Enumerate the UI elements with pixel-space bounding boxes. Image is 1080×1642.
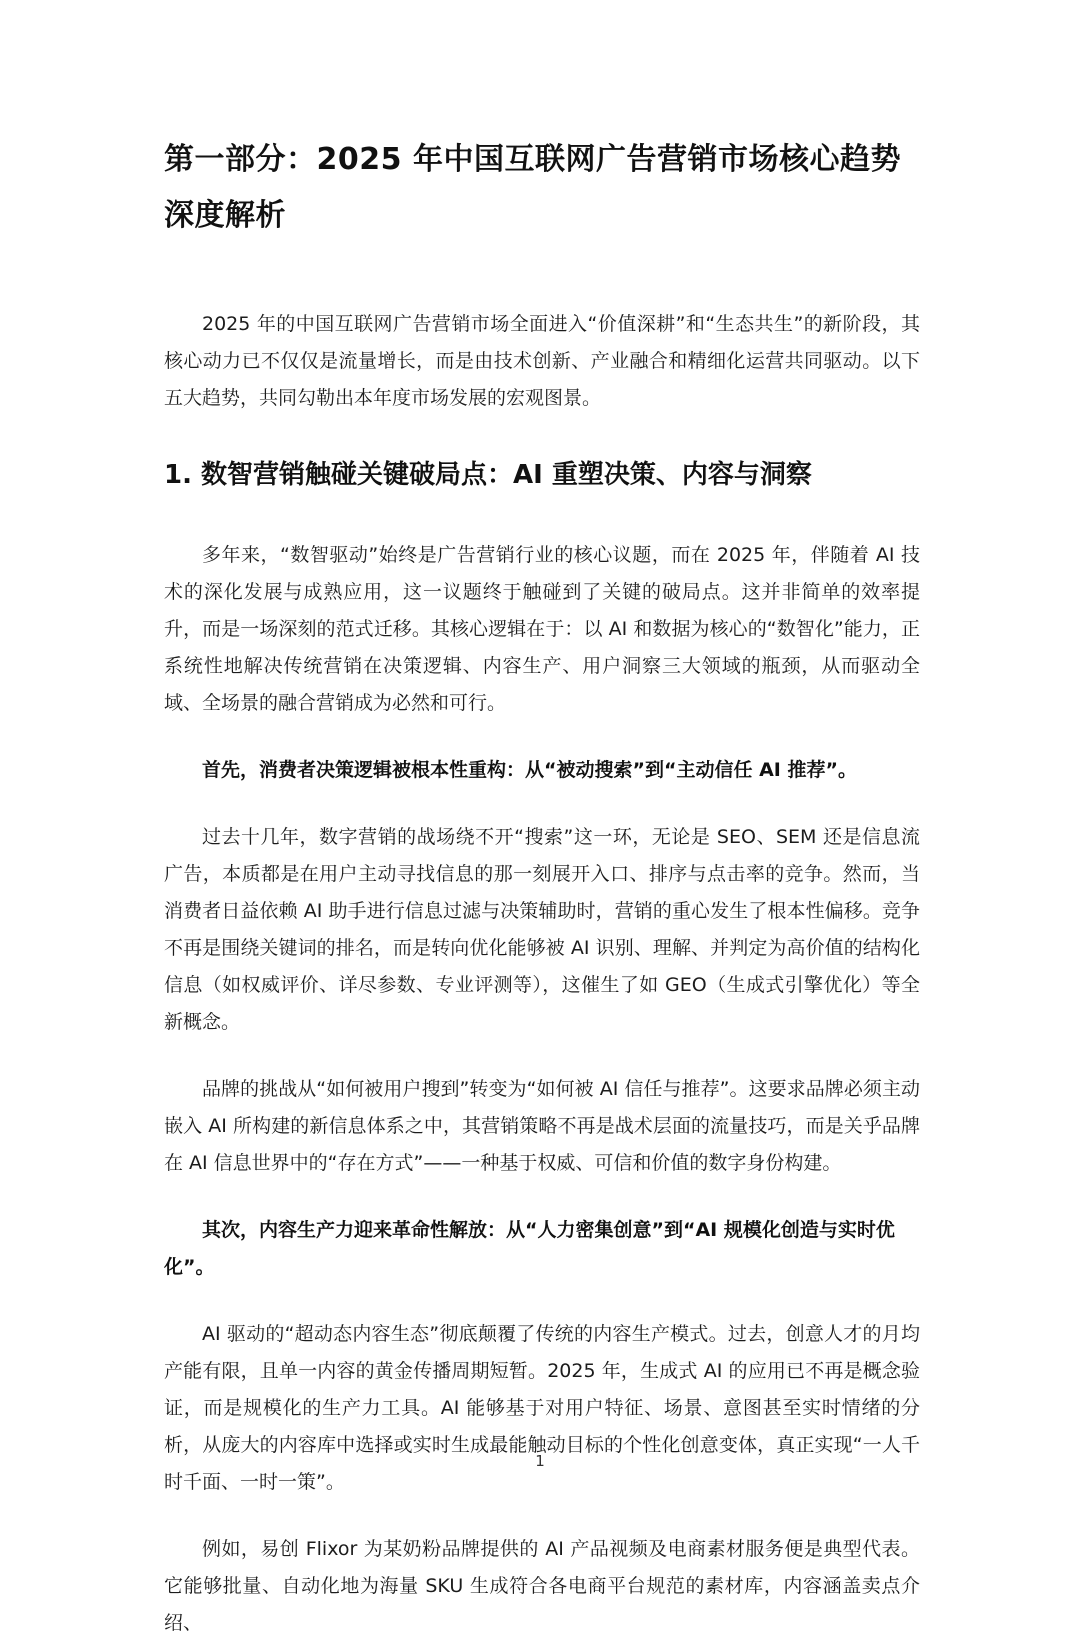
section-1-paragraph-4: AI 驱动的“超动态内容生态”彻底颠覆了传统的内容生产模式。过去，创意人才的月均产能有限，且单一内容的黄金传播周期短暂。2025 年，生成式 AI 的应用已不再是概念验证，而是规模化的生产力工具。AI 能够基于对用户特征、场景、意图甚至实时情绪的分析，从庞大的内容库中选择或实时生成最能触动目标的个性化创意变体，真正实现“一人千时千面、一时一策”。 <box>164 1323 920 1493</box>
section-1-paragraph-2: 过去十几年，数字营销的战场绕不开“搜索”这一环，无论是 SEO、SEM 还是信息流广告，本质都是在用户主动寻找信息的那一刻展开入口、排序与点击率的竞争。然而，当消费者日益依赖 AI 助手进行信息过滤与决策辅助时，营销的重心发生了根本性偏移。竞争不再是围绕关键词的排名，而是转向优化能够被 AI 识别、理解、并判定为高价值的结构化信息（如权威评价、详尽参数、专业评测等），这催生了如 GEO（生成式引擎优化）等全新概念。 <box>164 826 920 1033</box>
section-1-subheading-2: 其次，内容生产力迎来革命性解放：从“人力密集创意”到“AI 规模化创造与实时优化”。 <box>164 1219 895 1278</box>
intro-paragraph: 2025 年的中国互联网广告营销市场全面进入“价值深耕”和“生态共生”的新阶段，其核心动力已不仅仅是流量增长，而是由技术创新、产业融合和精细化运营共同驱动。以下五大趋势，共同勾勒出本年度市场发展的宏观图景。 <box>164 313 920 409</box>
section-1-paragraph-5: 例如，易创 Flixor 为某奶粉品牌提供的 AI 产品视频及电商素材服务便是典型代表。它能够批量、自动化地为海量 SKU 生成符合各电商平台规范的素材库，内容涵盖卖点介绍、 <box>164 1538 920 1634</box>
section-1-subheading-1: 首先，消费者决策逻辑被根本性重构：从“被动搜索”到“主动信任 AI 推荐”。 <box>202 759 857 781</box>
page-number: 1 <box>535 1452 545 1470</box>
section-1-heading: 1. 数智营销触碰关键破局点：AI 重塑决策、内容与洞察 <box>164 460 812 490</box>
section-1-paragraph-1: 多年来，“数智驱动”始终是广告营销行业的核心议题，而在 2025 年，伴随着 AI 技术的深化发展与成熟应用，这一议题终于触碰到了关键的破局点。这并非简单的效率提升，而是一场深刻的范式迁移。其核心逻辑在于：以 AI 和数据为核心的“数智化”能力，正系统性地解决传统营销在决策逻辑、内容生产、用户洞察三大领域的瓶颈，从而驱动全域、全场景的融合营销成为必然和可行。 <box>164 544 920 714</box>
section-1-paragraph-3: 品牌的挑战从“如何被用户搜到”转变为“如何被 AI 信任与推荐”。这要求品牌必须主动嵌入 AI 所构建的新信息体系之中，其营销策略不再是战术层面的流量技巧，而是关乎品牌在 AI 信息世界中的“存在方式”——一种基于权威、可信和价值的数字身份构建。 <box>164 1078 920 1174</box>
document-body <box>164 132 920 1642</box>
document-title: 第一部分：2025 年中国互联网广告营销市场核心趋势深度解析 <box>164 142 901 233</box>
